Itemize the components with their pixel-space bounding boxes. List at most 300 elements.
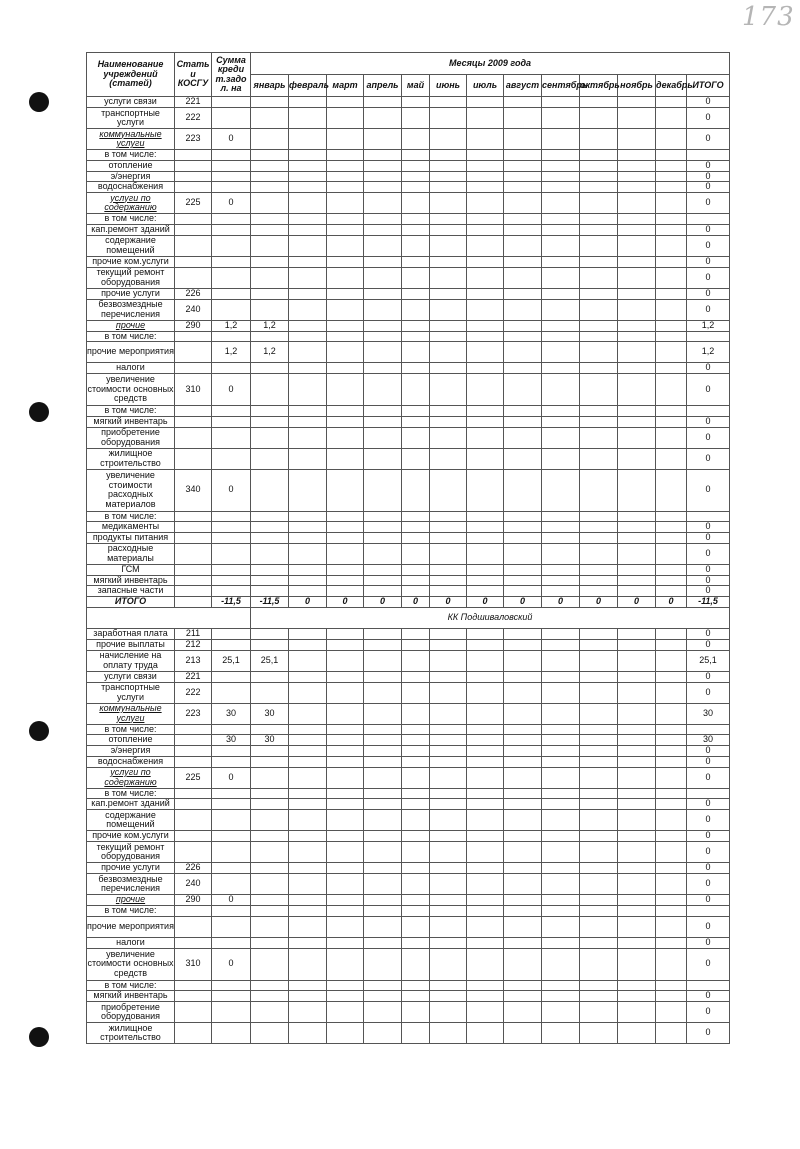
header-month: декабрь: [656, 75, 687, 97]
row-month-value: [467, 171, 504, 182]
row-month-value: [289, 703, 327, 724]
row-month-value: [504, 682, 542, 703]
row-kosgu: [175, 756, 212, 767]
row-month-value: [289, 171, 327, 182]
table-row: [87, 288, 730, 299]
row-month-value: [251, 108, 289, 129]
row-month-value: [504, 288, 542, 299]
row-total: 0: [687, 895, 730, 906]
row-month-value: [364, 224, 402, 235]
row-month-value: [467, 788, 504, 799]
row-kosgu: [175, 1002, 212, 1023]
row-name: в том числе:: [87, 406, 175, 417]
row-month-value: [656, 1023, 687, 1044]
row-month-value: [327, 735, 364, 746]
row-debt: [212, 331, 251, 342]
row-month-value: [542, 937, 580, 948]
row-month-value: [251, 724, 289, 735]
row-month-value: [289, 756, 327, 767]
row-month-value: [467, 108, 504, 129]
row-debt: [212, 267, 251, 288]
row-month-value: [364, 342, 402, 363]
row-debt: [212, 299, 251, 320]
row-month-value: [580, 842, 618, 863]
row-month-value: [618, 235, 656, 256]
row-name: жилищное строительство: [87, 448, 175, 469]
row-name: кап.ремонт зданий: [87, 799, 175, 810]
row-month-value: [402, 639, 430, 650]
row-month-value: [430, 575, 467, 586]
row-month-value: [251, 629, 289, 640]
row-debt: [212, 448, 251, 469]
row-month-value: [542, 575, 580, 586]
row-month-value: [364, 522, 402, 533]
row-month-value: [364, 320, 402, 331]
row-month-value: [542, 788, 580, 799]
row-name: прочие выплаты: [87, 639, 175, 650]
row-total: 0: [687, 948, 730, 980]
table-row: [87, 448, 730, 469]
row-month-value: [580, 650, 618, 671]
row-debt: 0: [212, 895, 251, 906]
row-month-value: [467, 406, 504, 417]
row-month-value: [364, 735, 402, 746]
row-month-value: [289, 363, 327, 374]
row-debt: [212, 288, 251, 299]
row-total: 0: [687, 767, 730, 788]
row-kosgu: [175, 416, 212, 427]
row-month-value: [618, 193, 656, 214]
row-month-value: [430, 129, 467, 150]
row-month-value: [364, 671, 402, 682]
row-month-value: [467, 937, 504, 948]
row-month-value: [580, 575, 618, 586]
row-month-value: [542, 948, 580, 980]
row-kosgu: [175, 597, 212, 608]
header-name: Наименование учреждений (статей): [87, 53, 175, 97]
row-month-value: [467, 214, 504, 225]
row-debt: 30: [212, 735, 251, 746]
row-month-value: [289, 543, 327, 564]
table-row: [87, 416, 730, 427]
row-total: 0: [687, 288, 730, 299]
header-month: август: [504, 75, 542, 97]
row-month-value: [580, 511, 618, 522]
row-debt: 1,2: [212, 342, 251, 363]
row-month-value: [402, 1023, 430, 1044]
row-month-value: [251, 788, 289, 799]
row-kosgu: 340: [175, 469, 212, 511]
row-month-value: -11,5: [251, 597, 289, 608]
row-debt: [212, 799, 251, 810]
row-total: 0: [687, 224, 730, 235]
row-month-value: [504, 235, 542, 256]
row-total: 0: [687, 564, 730, 575]
row-month-value: [504, 788, 542, 799]
row-month-value: [467, 724, 504, 735]
row-month-value: [467, 756, 504, 767]
row-total: [687, 406, 730, 417]
row-month-value: [289, 575, 327, 586]
row-debt: [212, 171, 251, 182]
row-month-value: [467, 650, 504, 671]
row-month-value: [580, 235, 618, 256]
row-month-value: [580, 342, 618, 363]
row-month-value: [618, 991, 656, 1002]
row-total: [687, 724, 730, 735]
row-month-value: [580, 214, 618, 225]
row-month-value: [656, 788, 687, 799]
row-month-value: [580, 256, 618, 267]
row-debt: [212, 746, 251, 757]
row-month-value: [618, 363, 656, 374]
row-kosgu: 310: [175, 948, 212, 980]
row-month-value: [618, 406, 656, 417]
row-name: в том числе:: [87, 331, 175, 342]
row-month-value: [402, 948, 430, 980]
row-month-value: [402, 991, 430, 1002]
row-month-value: [327, 916, 364, 937]
row-month-value: [580, 108, 618, 129]
row-month-value: [430, 1023, 467, 1044]
row-total: 0: [687, 108, 730, 129]
row-month-value: [364, 182, 402, 193]
row-month-value: [542, 906, 580, 917]
row-month-value: [364, 564, 402, 575]
row-month-value: [656, 522, 687, 533]
row-month-value: [618, 171, 656, 182]
row-month-value: [504, 406, 542, 417]
row-month-value: [467, 448, 504, 469]
row-name: прочие: [87, 895, 175, 906]
row-month-value: [618, 682, 656, 703]
row-month-value: [504, 469, 542, 511]
row-debt: [212, 511, 251, 522]
row-month-value: [364, 629, 402, 640]
row-month-value: [430, 427, 467, 448]
row-month-value: [580, 906, 618, 917]
row-total: 30: [687, 735, 730, 746]
row-month-value: [467, 1023, 504, 1044]
row-month-value: [542, 980, 580, 991]
row-kosgu: [175, 150, 212, 161]
table-row: [87, 831, 730, 842]
row-month-value: [504, 746, 542, 757]
row-name: транспортные услуги: [87, 682, 175, 703]
row-month-value: [504, 756, 542, 767]
table-row: [87, 906, 730, 917]
row-kosgu: 222: [175, 108, 212, 129]
table-row: [87, 331, 730, 342]
row-month-value: [580, 193, 618, 214]
row-month-value: [289, 629, 327, 640]
row-month-value: [289, 448, 327, 469]
row-month-value: [289, 533, 327, 544]
row-month-value: [542, 671, 580, 682]
table-row: [87, 235, 730, 256]
row-month-value: [430, 299, 467, 320]
row-month-value: [327, 1002, 364, 1023]
row-name: ГСМ: [87, 564, 175, 575]
row-name: водоснабжения: [87, 182, 175, 193]
row-month-value: [402, 980, 430, 991]
row-month-value: [580, 522, 618, 533]
row-debt: [212, 256, 251, 267]
row-month-value: [430, 342, 467, 363]
row-month-value: [542, 991, 580, 1002]
row-month-value: [430, 746, 467, 757]
table-row: [87, 256, 730, 267]
row-month-value: [327, 991, 364, 1002]
row-kosgu: [175, 522, 212, 533]
row-month-value: [656, 97, 687, 108]
row-debt: [212, 810, 251, 831]
row-month-value: [289, 895, 327, 906]
row-month-value: [467, 543, 504, 564]
row-month-value: [504, 171, 542, 182]
row-kosgu: [175, 906, 212, 917]
row-month-value: [289, 469, 327, 511]
row-month-value: [402, 671, 430, 682]
row-month-value: [656, 842, 687, 863]
row-month-value: [656, 182, 687, 193]
row-month-value: [430, 586, 467, 597]
row-month-value: [580, 724, 618, 735]
row-month-value: [327, 575, 364, 586]
row-month-value: [656, 214, 687, 225]
row-month-value: [402, 522, 430, 533]
row-month-value: [618, 937, 656, 948]
row-month-value: [327, 533, 364, 544]
row-kosgu: [175, 235, 212, 256]
row-month-value: [656, 374, 687, 406]
row-month-value: [618, 735, 656, 746]
row-month-value: [504, 224, 542, 235]
row-month-value: [289, 256, 327, 267]
row-month-value: [402, 129, 430, 150]
row-month-value: [504, 511, 542, 522]
row-month-value: [656, 267, 687, 288]
row-month-value: [580, 831, 618, 842]
row-name: в том числе:: [87, 511, 175, 522]
row-month-value: [656, 756, 687, 767]
row-month-value: [656, 150, 687, 161]
row-month-value: [542, 799, 580, 810]
row-total: 0: [687, 682, 730, 703]
row-kosgu: [175, 171, 212, 182]
row-month-value: [402, 108, 430, 129]
row-month-value: [327, 511, 364, 522]
row-debt: [212, 724, 251, 735]
row-total: 0: [687, 533, 730, 544]
row-name: увеличение стоимости расходных материалов: [87, 469, 175, 511]
row-month-value: [504, 629, 542, 640]
row-month-value: [467, 810, 504, 831]
row-month-value: [251, 299, 289, 320]
row-month-value: [542, 639, 580, 650]
row-month-value: [402, 533, 430, 544]
row-month-value: [467, 842, 504, 863]
row-kosgu: 226: [175, 288, 212, 299]
row-kosgu: 213: [175, 650, 212, 671]
row-month-value: [327, 416, 364, 427]
row-total: [687, 214, 730, 225]
row-month-value: [430, 874, 467, 895]
row-total: 0: [687, 991, 730, 1002]
row-month-value: [618, 108, 656, 129]
row-month-value: [542, 682, 580, 703]
table-row: [87, 97, 730, 108]
row-month-value: [364, 406, 402, 417]
row-month-value: [289, 671, 327, 682]
row-month-value: [327, 150, 364, 161]
row-month-value: [542, 150, 580, 161]
table-row: [87, 810, 730, 831]
row-month-value: [364, 746, 402, 757]
row-month-value: [656, 427, 687, 448]
row-month-value: [430, 533, 467, 544]
row-month-value: [504, 906, 542, 917]
row-month-value: [504, 331, 542, 342]
row-name: кап.ремонт зданий: [87, 224, 175, 235]
row-total: 0: [687, 267, 730, 288]
row-kosgu: 290: [175, 895, 212, 906]
row-debt: [212, 214, 251, 225]
row-month-value: [618, 575, 656, 586]
row-month-value: [364, 235, 402, 256]
row-month-value: [430, 916, 467, 937]
row-month-value: [504, 586, 542, 597]
row-month-value: [542, 629, 580, 640]
row-month-value: [430, 267, 467, 288]
row-month-value: [289, 320, 327, 331]
row-month-value: [504, 948, 542, 980]
row-total: 0: [687, 575, 730, 586]
row-kosgu: [175, 799, 212, 810]
row-month-value: [289, 991, 327, 1002]
table-row: [87, 682, 730, 703]
row-month-value: [251, 991, 289, 1002]
row-month-value: [467, 533, 504, 544]
row-month-value: [430, 863, 467, 874]
table-row: [87, 469, 730, 511]
row-month-value: [467, 320, 504, 331]
row-month-value: [289, 682, 327, 703]
row-month-value: [656, 767, 687, 788]
row-month-value: [402, 193, 430, 214]
row-name: э/энергия: [87, 171, 175, 182]
row-month-value: [580, 363, 618, 374]
row-month-value: [251, 564, 289, 575]
row-month-value: [467, 639, 504, 650]
row-month-value: [467, 374, 504, 406]
row-month-value: [251, 256, 289, 267]
row-month-value: [580, 331, 618, 342]
table-row: [87, 991, 730, 1002]
row-month-value: [467, 160, 504, 171]
row-month-value: [542, 193, 580, 214]
row-month-value: [467, 575, 504, 586]
row-month-value: [580, 810, 618, 831]
row-debt: [212, 363, 251, 374]
row-month-value: [618, 639, 656, 650]
row-month-value: [542, 374, 580, 406]
row-month-value: [580, 767, 618, 788]
row-month-value: [251, 331, 289, 342]
row-month-value: [467, 363, 504, 374]
row-month-value: [364, 767, 402, 788]
row-month-value: [430, 448, 467, 469]
row-month-value: [430, 906, 467, 917]
row-debt: [212, 1023, 251, 1044]
row-month-value: [467, 416, 504, 427]
row-month-value: [251, 543, 289, 564]
table-row: [87, 703, 730, 724]
row-month-value: [467, 511, 504, 522]
row-month-value: [327, 299, 364, 320]
row-month-value: [402, 586, 430, 597]
row-kosgu: 226: [175, 863, 212, 874]
row-month-value: [656, 299, 687, 320]
row-debt: [212, 543, 251, 564]
row-month-value: [402, 735, 430, 746]
row-month-value: [289, 374, 327, 406]
row-month-value: [618, 129, 656, 150]
row-month-value: [542, 256, 580, 267]
row-month-value: [656, 895, 687, 906]
row-month-value: [251, 363, 289, 374]
row-month-value: [327, 629, 364, 640]
row-month-value: [251, 767, 289, 788]
row-month-value: [430, 469, 467, 511]
row-month-value: [289, 342, 327, 363]
row-month-value: [430, 842, 467, 863]
row-total: [687, 150, 730, 161]
table-row: [87, 129, 730, 150]
row-month-value: [618, 320, 656, 331]
row-month-value: [364, 937, 402, 948]
table-row: [87, 671, 730, 682]
row-month-value: [402, 937, 430, 948]
row-month-value: [327, 980, 364, 991]
row-month-value: [327, 874, 364, 895]
row-month-value: [327, 1023, 364, 1044]
row-month-value: [289, 948, 327, 980]
row-month-value: [618, 767, 656, 788]
row-month-value: [430, 320, 467, 331]
row-month-value: [618, 842, 656, 863]
table-row: [87, 874, 730, 895]
row-month-value: [542, 299, 580, 320]
row-name: прочие мероприятия: [87, 342, 175, 363]
row-month-value: [618, 788, 656, 799]
row-month-value: [364, 150, 402, 161]
row-month-value: [327, 342, 364, 363]
row-month-value: [402, 874, 430, 895]
row-kosgu: 223: [175, 129, 212, 150]
table-row: [87, 788, 730, 799]
row-month-value: [656, 160, 687, 171]
row-kosgu: 240: [175, 874, 212, 895]
row-name: в том числе:: [87, 214, 175, 225]
row-month-value: [289, 980, 327, 991]
header-month: июль: [467, 75, 504, 97]
row-month-value: [327, 767, 364, 788]
row-debt: [212, 863, 251, 874]
table-row: [87, 756, 730, 767]
row-month-value: [467, 193, 504, 214]
row-kosgu: 223: [175, 703, 212, 724]
